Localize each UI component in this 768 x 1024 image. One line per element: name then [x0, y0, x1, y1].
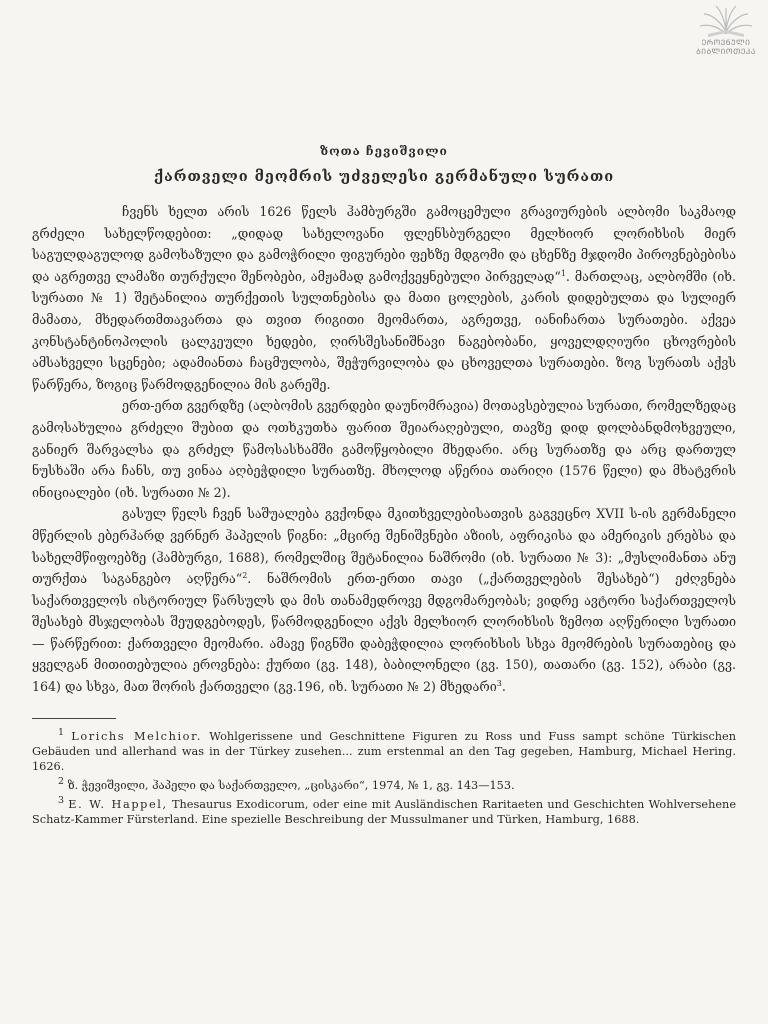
- footnote-number: 2: [58, 776, 64, 788]
- paragraph-text-tail: . ნაშრომის ერთ-ერთი თავი („ქართველების შესახებ“) ეძღვნება საქართველოს ისტორიულ წარსულს და მის თანამედროვე მდგომარეობას; ვიდრე ავტორი საქართველოს შესახებ მსჯელობას შეუდგებოდეს, წარმოდგენილი აქვს მელხიორ ლორიხსის ზემოთ აღწერილი სურათი — წარწერით: ქართველი მეომარი. ამავე წიგნში დაბეჭდილია ლორიხსის სხვა მეომრების სურათებიც და ყველგან მითითებულია ეროვნება: ქურთი (გვ. 148), ბაბილონელი (გვ. 150), თათარი (გვ. 152), არაბი (გვ. 164) და სხვა, მათ შორის ქართველი (გვ.196, იხ. სურათი № 2) მხედარი: [32, 571, 736, 695]
- paragraph-3: [32, 503, 736, 697]
- footnote-divider: [32, 718, 116, 719]
- article-body: [32, 201, 736, 698]
- footnote-ref-3: 3: [496, 678, 502, 688]
- article-author: ზოთა ჩევიშვილი: [320, 144, 448, 158]
- footnote-text: ჰაპელი და საქართველო, „ცისკარი“, 1974, № 1, გვ. 143—153.: [148, 778, 515, 792]
- logo-line-1: ᲔᲠᲝᲕᲜᲣᲚᲘ: [701, 38, 751, 47]
- footnotes: [32, 725, 736, 828]
- footnote-ref-1: 1: [560, 268, 566, 278]
- footnote-number: 1: [58, 726, 64, 738]
- article-title: ქართველი მეომრის უძველესი გერმანული სურათი: [153, 168, 615, 185]
- footnote-2: [32, 774, 736, 793]
- paragraph-text: ჩვენს ხელთ არის 1626 წელს ჰამბურგში გამოცემული გრავიურების ალბომი საკმაოდ გრძელი სახელწოდებით: „დიდად სახელოვანი ფლენსბურგელი მელხიორ ლორიხსის მიერ საგულდაგულოდ გამოხაზული და გამოჭრილი ფიგურები ფეხზე მდგომი და ცხენზე მჯდომი პიროვნებებისა და აგრეთვე ლამაზი თურქული შენობები, ამჟამად გამოქვეყნებული პირველად“: [32, 204, 736, 284]
- footnote-author: Lorichs Melchior.: [71, 729, 203, 743]
- footnote-author: E. W. Happel,: [68, 797, 168, 811]
- article: [32, 144, 736, 827]
- paragraph-text-end: .: [501, 679, 506, 695]
- paragraph-2: [32, 395, 736, 503]
- footnote-3: [32, 793, 736, 827]
- paragraph-text: გასულ წელს ჩვენ საშუალება გვქონდა მკითხველებისათვის გაგვეცნო XVII ს-ის გერმანელი მწერლის ებერჰარდ ვერნერ ჰაპელის წიგნი: „მცირე შენიშვნები აზიის, აფრიკისა და ამერიკის ერებსა და სახელმწიფოებზე (ჰამბურგი, 1688), რომელშიც შეტანილია ნაშრომი (იხ. სურათი № 3): „მუსლიმანთა ანუ თურქთა საგანგებო აღწერა“: [32, 506, 736, 587]
- paragraph-text-tail: . მართლაც, ალბომში (იხ. სურათი № 1) შეტანილია თურქეთის სულთნებისა და მათი ცოლების, კარის დიდებულთა და სულიერ მამათა, მხედართმთავართა და თვით რიგითი მეომართა, აგრეთვე, იანიჩართა სურათები. აქვეა კონსტანტინოპოლის ცალკეული ხედები, ღირსშესანიშნავი ნაგებობანი, ყოველდღიური ცხოვრების ამსახველი სცენები; ადამიანთა ჩაცმულობა, შეჭურვილობა და ცხოველთა სურათები. ზოგ სურათს აქვს წარწერა, ზოგიც წარმოდგენილია მის გარეშე.: [32, 268, 736, 392]
- book-wreath-icon: [696, 4, 756, 38]
- footnote-author: ზ. ჭევიშვილი,: [67, 778, 149, 792]
- footnote-1: [32, 725, 736, 774]
- paragraph-text: ერთ-ერთ გვერდზე (ალბომის გვერდები დაუნომრავია) მოთავსებულია სურათი, რომელზედაც გამოსახულია გრძელი შუბით და ოთხკუთხა ფარით შეიარაღებული, თავზე დიდ დოლბანდმოხვეული, განიერ შარვალსა და გრძელ წამოსასხამში გამოწყობილი მხედარი. არც სურათზე და არც დართულ ნუსხაში არა ჩანს, თუ ვინაა აღბეჭდილი სურათზე. მხოლოდ აწერია თარიღი (1576 წელი) და მხატვრის ინიციალები (იხ. სურათი № 2).: [32, 398, 736, 500]
- footnote-text: Thesaurus Exodicorum, oder eine mit Ausländischen Raritaeten und Geschichten Wohlversehene Schatz-Kammer Fürsterland. Eine spezielle Beschreibung der Mussulmaner und Türken, Hamburg, 1688.: [32, 797, 736, 826]
- library-logo: [690, 4, 762, 60]
- footnote-ref-2: 2: [242, 570, 248, 580]
- logo-line-2: ᲑᲘᲑᲚᲘᲝᲗᲔᲙᲐ: [696, 47, 756, 56]
- paragraph-1: [32, 201, 736, 395]
- footnote-number: 3: [58, 795, 64, 806]
- footnote-text: Wohlgerissene und Geschnittene Figuren zu Ross und Fuss sampt schöne Türkischen Gebäuden und allerhand was in der Türkey zusehen... zum erstenmal an den Tag gegeben, Hamburg, Michael Hering. 1626.: [32, 729, 737, 773]
